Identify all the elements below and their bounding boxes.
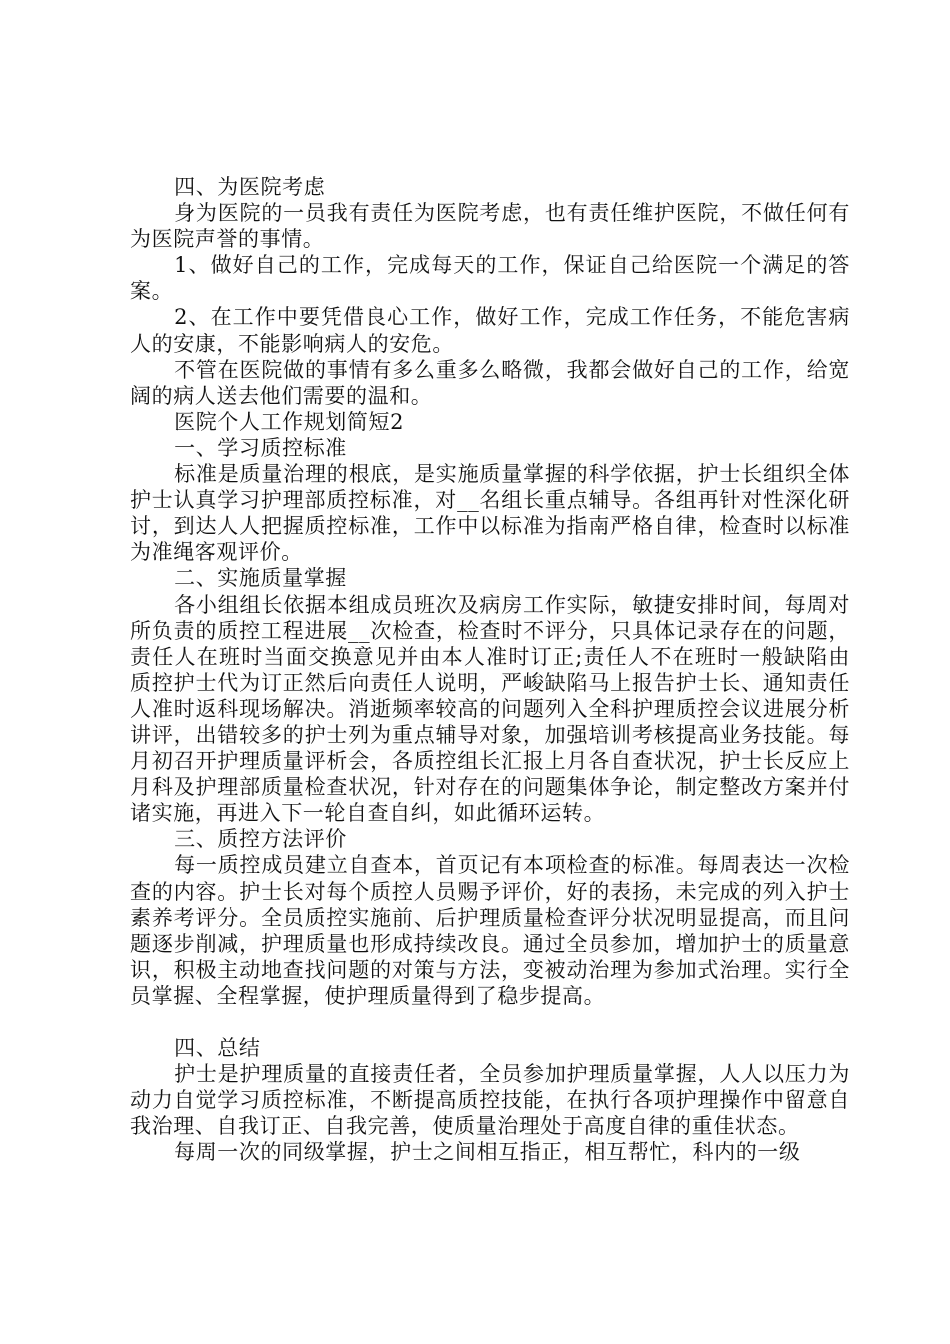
paragraph: 不管在医院做的事情有多么重多么略微，我都会做好自己的工作，给宽阔的病人送去他们需要的温和。 (130, 357, 850, 408)
section-heading: 一、学习质控标准 (174, 435, 347, 460)
paragraph: 2、在工作中要凭借良心工作，做好工作，完成工作任务，不能危害病人的安康，不能影响病人的安危。 (130, 305, 850, 356)
section-heading: 三、质控方法评价 (174, 827, 347, 852)
section-heading: 四、总结 (174, 1036, 261, 1061)
section-heading: 二、实施质量掌握 (174, 566, 347, 591)
document-title: 医院个人工作规划简短2 (174, 409, 405, 434)
paragraph: 标准是质量治理的根底，是实施质量掌握的科学依据，护士长组织全体护士认真学习护理部质控标准，对__名组长重点辅导。各组再针对性深化研讨，到达人人把握质控标准，工作中以标准为指南严格自律，检查时以标准为准绳客观评价。 (130, 462, 850, 565)
paragraph: 各小组组长依据本组成员班次及病房工作实际，敏捷安排时间，每周对所负责的质控工程进展__次检查，检查时不评分，只具体记录存在的问题，责任人在班时当面交换意见并由本人准时订正;责任人不在班时一般缺陷由质控护士代为订正然后向责任人说明，严峻缺陷马上报告护士长、通知责任人准时返科现场解决。消逝频率较高的问题列入全科护理质控会议进展分析讲评，出错较多的护士列为重点辅导对象，加强培训考核提高业务技能。每月初召开护理质量评析会，各质控组长汇报上月各自查状况，护士长反应上月科及护理部质量检查状况，针对存在的问题集体争论，制定整改方案并付诸实施，再进入下一轮自查自纠，如此循环运转。 (130, 592, 850, 826)
paragraph: 护士是护理质量的直接责任者，全员参加护理质量掌握，人人以压力为动力自觉学习质控标准，不断提高质控技能，在执行各项护理操作中留意自我治理、自我订正、自我完善，使质量治理处于高度自律的重佳状态。 (130, 1062, 850, 1139)
paragraph: 每周一次的同级掌握，护士之间相互指正，相互帮忙，科内的一级 (174, 1140, 801, 1165)
blank-line (130, 1009, 850, 1035)
document-body (130, 174, 850, 1166)
section-heading: 四、为医院考虑 (174, 175, 326, 199)
paragraph: 身为医院的一员我有责任为医院考虑，也有责任维护医院，不做任何有为医院声誉的事情。 (130, 201, 850, 252)
paragraph: 1、做好自己的工作，完成每天的工作，保证自己给医院一个满足的答案。 (130, 253, 850, 304)
paragraph: 每一质控成员建立自查本，首页记有本项检查的标准。每周表达一次检查的内容。护士长对每个质控人员赐予评价，好的表扬，未完成的列入护士素养考评分。全员质控实施前、后护理质量检查评分状况明显提高，而且问题逐步削减，护理质量也形成持续改良。通过全员参加，增加护士的质量意识，积极主动地查找问题的对策与方法，变被动治理为参加式治理。实行全员掌握、全程掌握，使护理质量得到了稳步提高。 (130, 853, 850, 1008)
